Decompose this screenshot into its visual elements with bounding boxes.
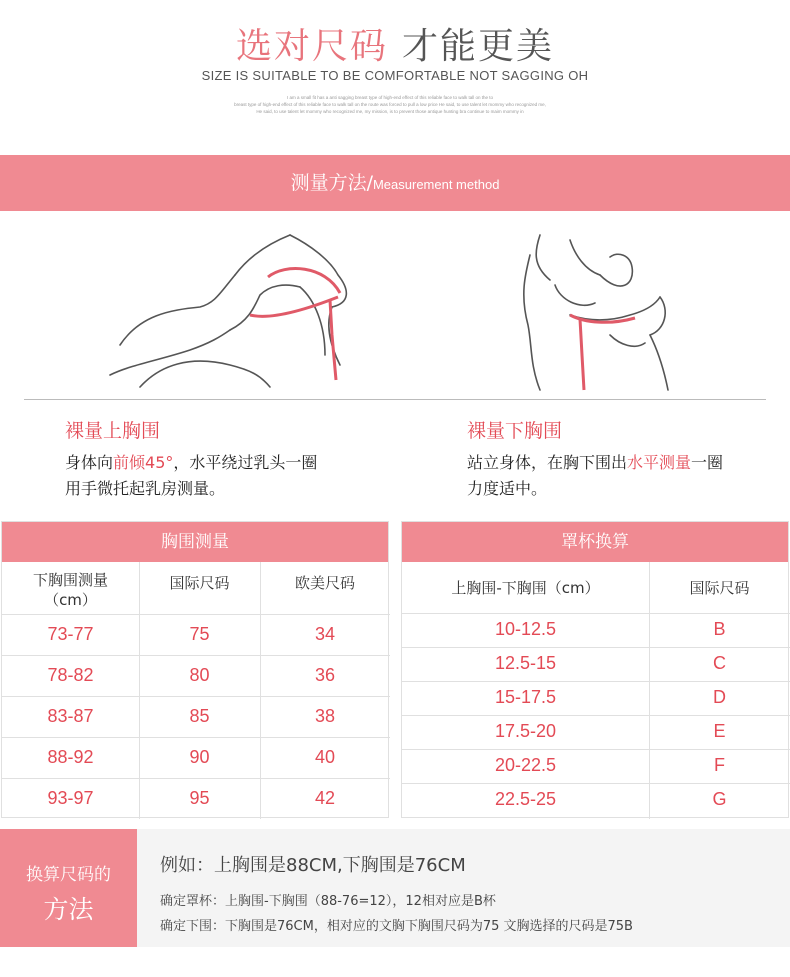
page-title	[0, 18, 790, 69]
desc-text: ，水平绕过乳头一圈	[173, 453, 318, 472]
measurement-banner	[0, 155, 790, 211]
table-hline	[402, 681, 790, 682]
desc-highlight: 水平测量	[627, 453, 692, 472]
bust-under-cell: 73-77	[47, 624, 94, 644]
col-header-unit: （cm）	[44, 591, 97, 609]
desc-highlight: 前倾45°	[113, 453, 174, 472]
bust-col-header-under	[2, 570, 139, 610]
bust-eu-cell: 40	[314, 747, 336, 767]
table-hline	[402, 783, 790, 784]
cup-diff-cell: 12.5-15	[494, 653, 557, 673]
bust-under-cell: 78-82	[47, 665, 94, 685]
table-vline	[139, 562, 140, 819]
under-bust-desc-line2: 力度适中。	[467, 479, 548, 498]
cup-size-table	[401, 521, 789, 818]
desc-text: 一圈	[691, 453, 724, 472]
cup-letter-cell: B	[713, 619, 726, 639]
page-subtitle: SIZE IS SUITABLE TO BE COMFORTABLE NOT SAGGING OH	[201, 68, 589, 83]
fine-print-line: He said, to use talent let mommy who recognized me, my mission, is to prevent those antique hunting bra continue to maim mommy in	[256, 109, 524, 114]
bust-table-title: 胸围测量	[2, 522, 388, 562]
upper-bust-illustration	[100, 215, 400, 395]
desc-text: 站立身体，在胸下围出	[467, 453, 628, 472]
calc-cup-line: 确定罩杯：上胸围-下胸围（88-76=12），12相对应是B杯	[160, 894, 496, 909]
table-hline	[2, 737, 390, 738]
bust-size-table	[1, 521, 389, 818]
table-hline	[2, 696, 390, 697]
cup-table-title: 罩杯换算	[402, 522, 788, 562]
cup-letter-cell: D	[713, 687, 726, 707]
bust-col-header-intl: 国际尺码	[169, 574, 230, 592]
bust-intl-cell: 75	[189, 624, 210, 644]
banner-title-en: Measurement method	[372, 177, 500, 192]
calc-example-panel	[137, 829, 790, 947]
upper-bust-desc-line1	[65, 450, 317, 476]
table-hline	[402, 715, 790, 716]
bust-intl-cell: 85	[189, 706, 210, 726]
fine-print-line: breast type of high-end effect of this reliable face to walk tall on the route was forced to pull a low price He said, to use talent let mommy who recognized me,	[234, 102, 546, 107]
cup-letter-cell: E	[713, 721, 726, 741]
table-hline	[402, 647, 790, 648]
cup-diff-cell: 15-17.5	[494, 687, 557, 707]
cup-letter-cell: F	[714, 755, 725, 775]
cup-col-header-diff: 上胸围-下胸围（cm）	[451, 579, 600, 597]
calc-label-line1: 换算尺码的	[26, 865, 111, 885]
upper-bust-desc-line2: 用手微托起乳房测量。	[65, 479, 226, 498]
bust-under-cell: 93-97	[47, 788, 94, 808]
bust-under-cell: 83-87	[47, 706, 94, 726]
cup-diff-cell: 20-22.5	[494, 755, 557, 775]
table-hline	[402, 749, 790, 750]
title-rest: 才能更美	[402, 26, 555, 67]
under-bust-illustration	[460, 215, 760, 395]
cup-col-header-intl: 国际尺码	[689, 579, 750, 597]
table-hline	[2, 778, 390, 779]
bust-eu-cell: 36	[314, 665, 336, 685]
col-header-text: 下胸围测量	[32, 571, 108, 589]
desc-text: 身体向	[65, 453, 114, 472]
bust-eu-cell: 38	[314, 706, 336, 726]
bust-intl-cell: 80	[189, 665, 210, 685]
table-vline	[260, 562, 261, 819]
table-hline	[2, 655, 390, 656]
under-bust-title: 裸量下胸围	[467, 420, 563, 442]
calc-example: 例如：上胸围是88CM,下胸围是76CM	[160, 855, 466, 876]
table-hline	[402, 613, 790, 614]
fine-print-line: I am a small fit has a anti sagging breast type of high-end effect of this reliable face to walk tall on the to	[286, 95, 494, 100]
bust-eu-cell: 34	[314, 624, 336, 644]
upper-bust-title: 裸量上胸围	[65, 420, 161, 442]
bust-eu-cell: 42	[314, 788, 336, 808]
cup-diff-cell: 17.5-20	[494, 721, 557, 741]
bust-col-header-eu: 欧美尺码	[294, 574, 355, 592]
bust-intl-cell: 90	[189, 747, 210, 767]
calc-band-line: 确定下围：下胸围是76CM，相对应的文胸下胸围尺码为75 文胸选择的尺码是75B	[160, 919, 633, 934]
cup-letter-cell: G	[712, 789, 727, 809]
calc-method-label	[0, 829, 137, 947]
table-hline	[2, 614, 390, 615]
banner-title-zh: 测量方法/	[290, 172, 373, 194]
bust-intl-cell: 95	[189, 788, 210, 808]
cup-letter-cell: C	[713, 653, 726, 673]
section-divider	[24, 399, 766, 400]
cup-diff-cell: 22.5-25	[494, 789, 557, 809]
under-bust-desc-line1	[467, 450, 723, 476]
title-highlight: 选对尺码	[235, 26, 388, 67]
calc-label-line2: 方法	[43, 895, 94, 924]
cup-diff-cell: 10-12.5	[494, 619, 557, 639]
bust-under-cell: 88-92	[47, 747, 94, 767]
